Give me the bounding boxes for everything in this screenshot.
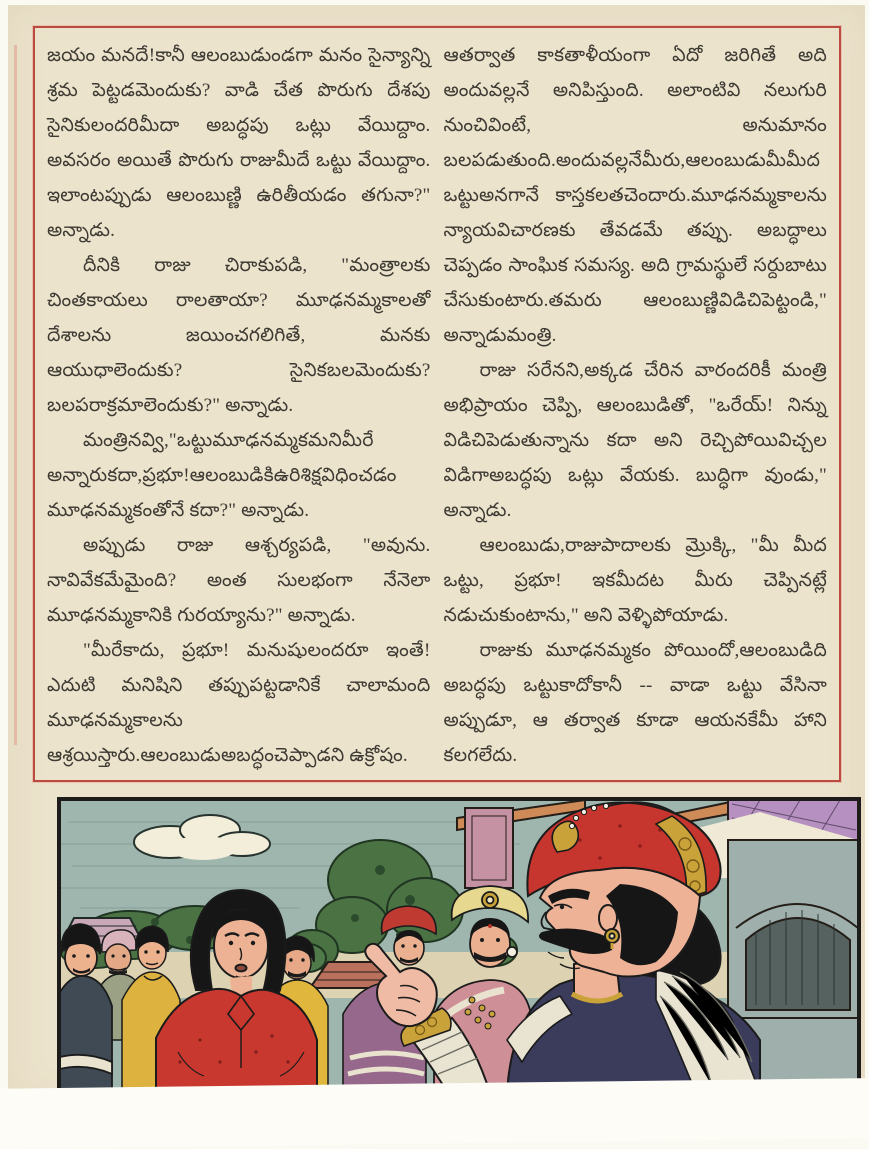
illustration-svg (60, 800, 858, 1093)
paragraph: మంత్రినవ్వి,"ఒట్టుమూఢనమ్మకమనిమీరే అన్నారుకదా,ప్రభూ!ఆలంబుడికిఉరిశిక్షవిధించడం మూఢనమ్మకంతోనే కదా?" అన్నాడు. (47, 430, 397, 521)
paragraph: జయం మనదే!కానీ ఆలంబుడుండగా మనం సైన్యాన్ని శ్రమ పెట్టడమెందుకు? వాడి చేత పొరుగు దేశపు సైనికులందరిమీదా అబద్ధపు ఒట్లు వేయిద్దాం. అవసరం అయితే పొరుగు రాజుమీదే ఒట్టు వేయిద్దాం. ఇలాంటప్పుడు ఆలంబుణ్ణి ఉరితీయడం తగునా?" అన్నాడు. (47, 45, 431, 241)
story-text-frame (33, 26, 841, 782)
story-illustration (57, 797, 861, 1096)
paragraph: అప్పుడు రాజు ఆశ్చర్యపడి, "అవును. నావివేకమేమైంది? అంత సులభంగా నేనెలా మూఢనమ్మకానికి గురయ్యాను?" అన్నాడు. (47, 535, 431, 626)
page-background (8, 5, 865, 1105)
right-column (444, 38, 828, 768)
left-column (47, 38, 431, 768)
paragraph: "మీరేకాదు, ప్రభూ! మనుషులందరూ ఇంతే! ఎదుటి మనిషిని తప్పుపట్టడానికే చాలామంది మూఢనమ్మకాలను ఆశ్రయిస్తారు.ఆలంబుడుఅబద్ధంచెప్పాడని ఉక్రోషం. (47, 640, 431, 766)
scan-edge-bottom (0, 1077, 869, 1149)
paragraph: రాజు సరేనని,అక్కడ చేరిన వారందరికీ మంత్రి అభిప్రాయం చెప్పి, ఆలంబుడితో, "ఒరేయ్! నిన్ను విడిచిపెడుతున్నాను కదా అని రెచ్చిపోయివిచ్చల విడిగాఅబద్ధపు ఒట్లు వేయకు. బుద్ధిగా వుండు," అన్నాడు. (443, 360, 827, 521)
paragraph: రాజుకు మూఢనమ్మకం పోయిందో,ఆలంబుడిది అబద్ధపు ఒట్టుకాదోకానీ -- వాడా ఒట్టు వేసినా అప్పుడూ, ఆ తర్వాత కూడా ఆయనకేమీ హాని కలగలేదు. (443, 640, 827, 766)
paragraph: దీనికి రాజు చిరాకుపడి, "మంత్రాలకు చింతకాయలు రాలతాయా? మూఢనమ్మకాలతో దేశాలను జయించగలిగితే, మనకు ఆయుధాలెందుకు? సైనికబలమెందుకు? బలపరాక్రమాలెందుకు?" అన్నాడు. (47, 255, 431, 416)
scan-edge-shadow (14, 45, 17, 745)
paragraph: ఆతర్వాత కాకతాళీయంగా ఏదో జరిగితే అది అందువల్లనే అనిపిస్తుంది. అలాంటివి నలుగురి నుంచివింటే, అనుమానం బలపడుతుంది.అందువల్లనేమీరు,ఆలంబుడుమీమీద ఒట్టుఅనగానే కాస్తకలతచెందారు.మూఢనమ్మకాలను న్యాయవిచారణకు తేవడమే తప్పు. అబద్ధాలు చెప్పడం సాంఘిక సమస్య. అది గ్రామస్థులే సర్దుబాటు చేసుకుంటారు.తమరు ఆలంబుణ్ణివిడిచిపెట్టండి," అన్నాడుమంత్రి. (443, 45, 827, 346)
paragraph: ఆలంబుడు,రాజుపాదాలకు మ్రొక్కి, "మీ మీద ఒట్టు, ప్రభూ! ఇకమీదట మీరు చెప్పినట్లే నడుచుకుంటాను," అని వెళ్ళిపోయాడు. (443, 535, 827, 626)
